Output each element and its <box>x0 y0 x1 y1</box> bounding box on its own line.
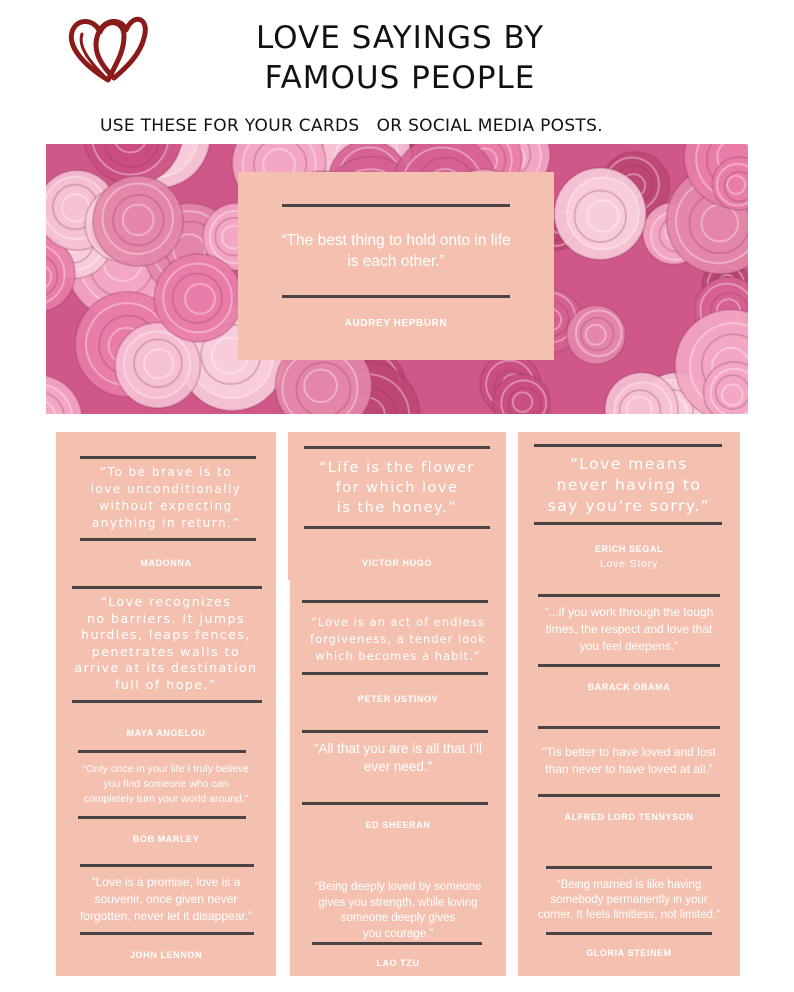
divider <box>302 600 488 603</box>
quote-author: JOHN LENNON <box>129 950 203 960</box>
divider <box>80 538 256 541</box>
featured-quote-text: “The best thing to hold onto in life is each other.” <box>281 232 511 270</box>
quote-card <box>288 432 506 580</box>
title-line-2: FAMOUS PEOPLE <box>264 60 536 96</box>
divider <box>72 586 262 589</box>
quote-card <box>56 856 276 976</box>
divider <box>538 664 720 667</box>
divider <box>534 444 722 447</box>
quote-card <box>518 716 740 856</box>
quote-author: BOB MARLEY <box>132 834 200 844</box>
featured-quote-author: AUDREY HEPBURN <box>344 318 448 329</box>
divider <box>302 802 488 805</box>
quote-text: “...if you work through the tough times, the respect and love that you feel deepens.” <box>544 605 714 653</box>
quote-author: BARACK OBAMA <box>587 682 671 692</box>
divider <box>302 730 488 733</box>
featured-quote-card <box>238 172 554 360</box>
quote-author: LAO TZU <box>376 958 420 968</box>
quote-card <box>56 580 276 716</box>
quote-text: “Tis better to have loved and lost than never to have loved at all.” <box>542 745 716 776</box>
divider <box>282 204 510 207</box>
quote-text: “Only once in your life I truly believe you find someone who can completely turn your world around.” <box>82 763 250 805</box>
divider <box>80 864 254 867</box>
quote-author: ALFRED LORD TENNYSON <box>564 812 694 822</box>
quote-card <box>290 856 506 976</box>
quote-author: MAYA ANGELOU <box>126 728 206 738</box>
divider <box>304 446 490 449</box>
quote-author: ERICH SEGAL <box>594 544 664 554</box>
page-title <box>180 18 620 98</box>
quote-author: GLORIA STEINEM <box>586 948 672 958</box>
title-line-1: LOVE SAYINGS BY <box>255 20 545 56</box>
quote-source: Love Story <box>599 558 659 570</box>
divider <box>538 726 720 729</box>
divider <box>304 526 490 529</box>
divider <box>538 794 720 797</box>
quote-author: PETER USTINOV <box>357 694 439 704</box>
quote-author: VICTOR HUGO <box>362 558 432 568</box>
divider <box>538 594 720 597</box>
quote-text: “To be brave is to love unconditionally without expecting anything in return.” <box>90 465 242 530</box>
divider <box>302 672 488 675</box>
quote-author: MADONNA <box>140 558 192 568</box>
divider <box>78 750 246 753</box>
quote-text: “Love is a promise, love is a souvenir, once given never forgotten, never let it disappear.” <box>79 875 253 923</box>
quote-text: “Love is an act of endless forgiveness, a tender look which becomes a habit.” <box>310 615 486 663</box>
divider <box>80 932 254 935</box>
double-heart-icon <box>64 6 148 86</box>
quote-text: “Love means never having to say you’re sorry.” <box>547 455 711 515</box>
quote-author: ED SHEERAN <box>365 820 431 830</box>
divider <box>546 932 712 935</box>
quote-text: “Love recognizes no barriers. It jumps hurdles, leaps fences, penetrates walls to arrive at its destination full of hope.” <box>74 594 258 692</box>
divider <box>546 866 712 869</box>
quote-text: “Being married is like having somebody permanently in your corner. It feels limitless, not limited.” <box>537 879 721 921</box>
divider <box>78 816 246 819</box>
page-subtitle: USE THESE FOR YOUR CARDS OR SOCIAL MEDIA POSTS. <box>100 116 603 136</box>
quote-card <box>290 580 506 716</box>
quote-text: “Life is the flower for which love is the honey.” <box>319 460 475 516</box>
divider <box>282 295 510 298</box>
quote-card <box>56 716 276 856</box>
quote-text: “All that you are is all that I’ll ever need.” <box>313 741 483 774</box>
divider <box>80 456 256 459</box>
divider <box>312 942 482 945</box>
divider <box>72 700 262 703</box>
divider <box>534 522 722 525</box>
quote-card <box>518 856 740 976</box>
quote-text: “Being deeply loved by someone gives you strength, while loving someone deeply gives you courage.” <box>314 881 482 940</box>
quote-card <box>290 716 506 856</box>
quote-card <box>518 580 740 716</box>
quote-card <box>518 432 740 580</box>
quote-card <box>56 432 276 580</box>
